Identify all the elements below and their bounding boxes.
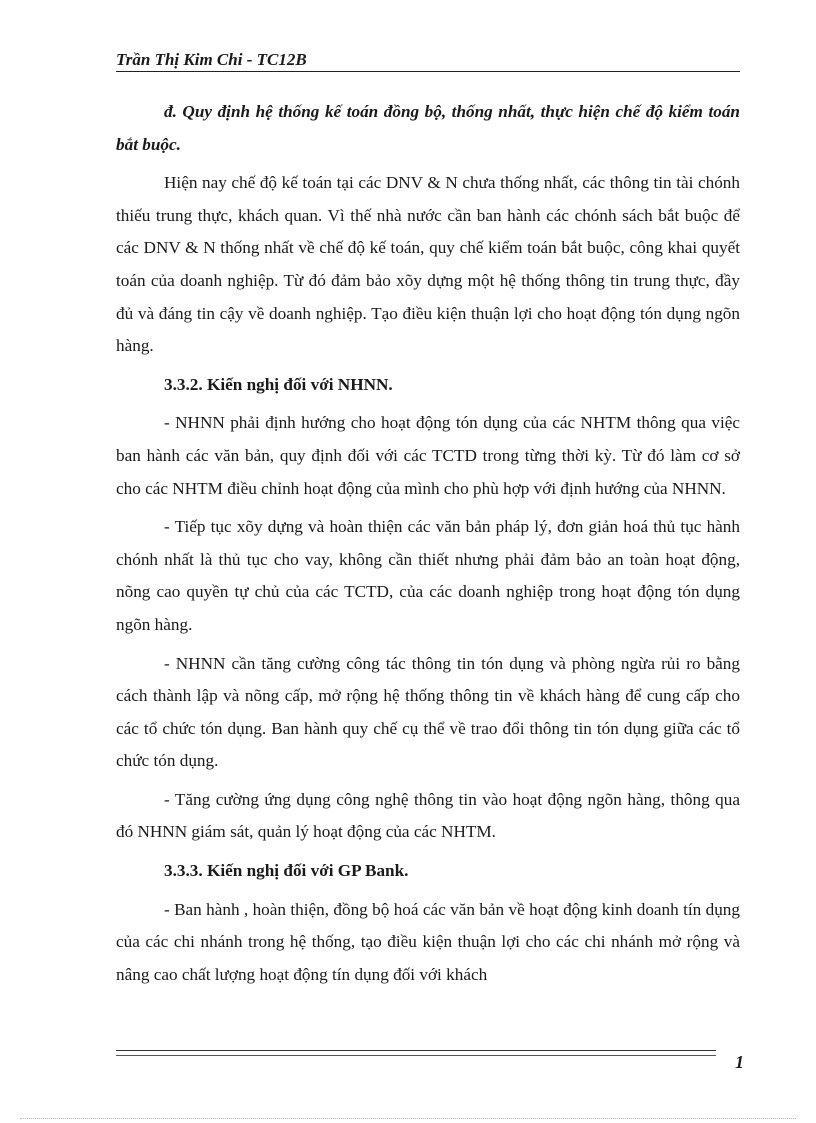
paragraph-accounting: Hiện nay chế độ kế toán tại các DNV & N chưa thống nhất, các thông tin tài chónh thiếu trung thực, khách quan. Vì thế nhà nước cần ban hành các chónh sách bắt buộc để các DNV & N thống nhất về chế độ kế toán, quy chế kiểm toán bắt buộc, công khai quyết toán của doanh nghiệp. Từ đó đảm bảo xõy dựng một hệ thống thông tin trung thực, đầy đủ và đáng tin cậy về doanh nghiệp. Tạo điều kiện thuận lợi cho hoạt động tón dụng ngõn hàng. (116, 173, 740, 356)
page-header-author: Trần Thị Kim Chi - TC12B (116, 50, 307, 69)
gpbank-recommendation-1: - Ban hành , hoàn thiện, đồng bộ hoá các văn bản về hoạt động kinh doanh tín dụng của các chi nhánh trong hệ thống, tạo điều kiện thuận lợi cho các chi nhánh mở rộng và nâng cao chất lượng hoạt động tín dụng đối với khách (116, 899, 740, 984)
nhnn-recommendation-1: - NHNN phải định hướng cho hoạt động tón dụng của các NHTM thông qua việc ban hành các văn bản, quy định đối với các TCTD trong từng thời kỳ. Từ đó làm cơ sở cho các NHTM điều chỉnh hoạt động của mình cho phù hợp với định hướng của NHNN. (116, 413, 740, 498)
nhnn-recommendation-4: - Tăng cường ứng dụng công nghệ thông tin vào hoạt động ngõn hàng, thông qua đó NHNN giám sát, quản lý hoạt động của các NHTM. (116, 789, 740, 842)
page-edge-dotted-line (20, 1118, 796, 1119)
subsection-title: đ. Quy định hệ thống kế toán đồng bộ, thống nhất, thực hiện chế độ kiểm toán bắt buộc. (116, 102, 740, 154)
footer-divider (116, 1050, 716, 1056)
page-number: 1 (735, 1052, 744, 1072)
section-heading-nhnn: 3.3.2. Kiến nghị đối với NHNN. (164, 374, 393, 394)
nhnn-recommendation-3: - NHNN cần tăng cường công tác thông tin tón dụng và phòng ngừa rủi ro bằng cách thành lập và nõng cấp, mở rộng hệ thống thông tin về khách hàng để cung cấp cho các tổ chức tón dụng. Ban hành quy chế cụ thể về trao đổi thông tin tón dụng giữa các tổ chức tón dụng. (116, 653, 740, 771)
document-body (116, 96, 740, 991)
header-divider (116, 71, 740, 72)
section-heading-gpbank: 3.3.3. Kiến nghị đối với GP Bank. (164, 861, 409, 881)
nhnn-recommendation-2: - Tiếp tục xõy dựng và hoàn thiện các văn bản pháp lý, đơn giản hoá thủ tục hành chónh nhất là thủ tục cho vay, không cần thiết nhưng phải đảm bảo an toàn hoạt động, nõng cao quyền tự chủ của các TCTD, của các doanh nghiệp trong hoạt động tón dụng ngõn hàng. (116, 517, 740, 634)
